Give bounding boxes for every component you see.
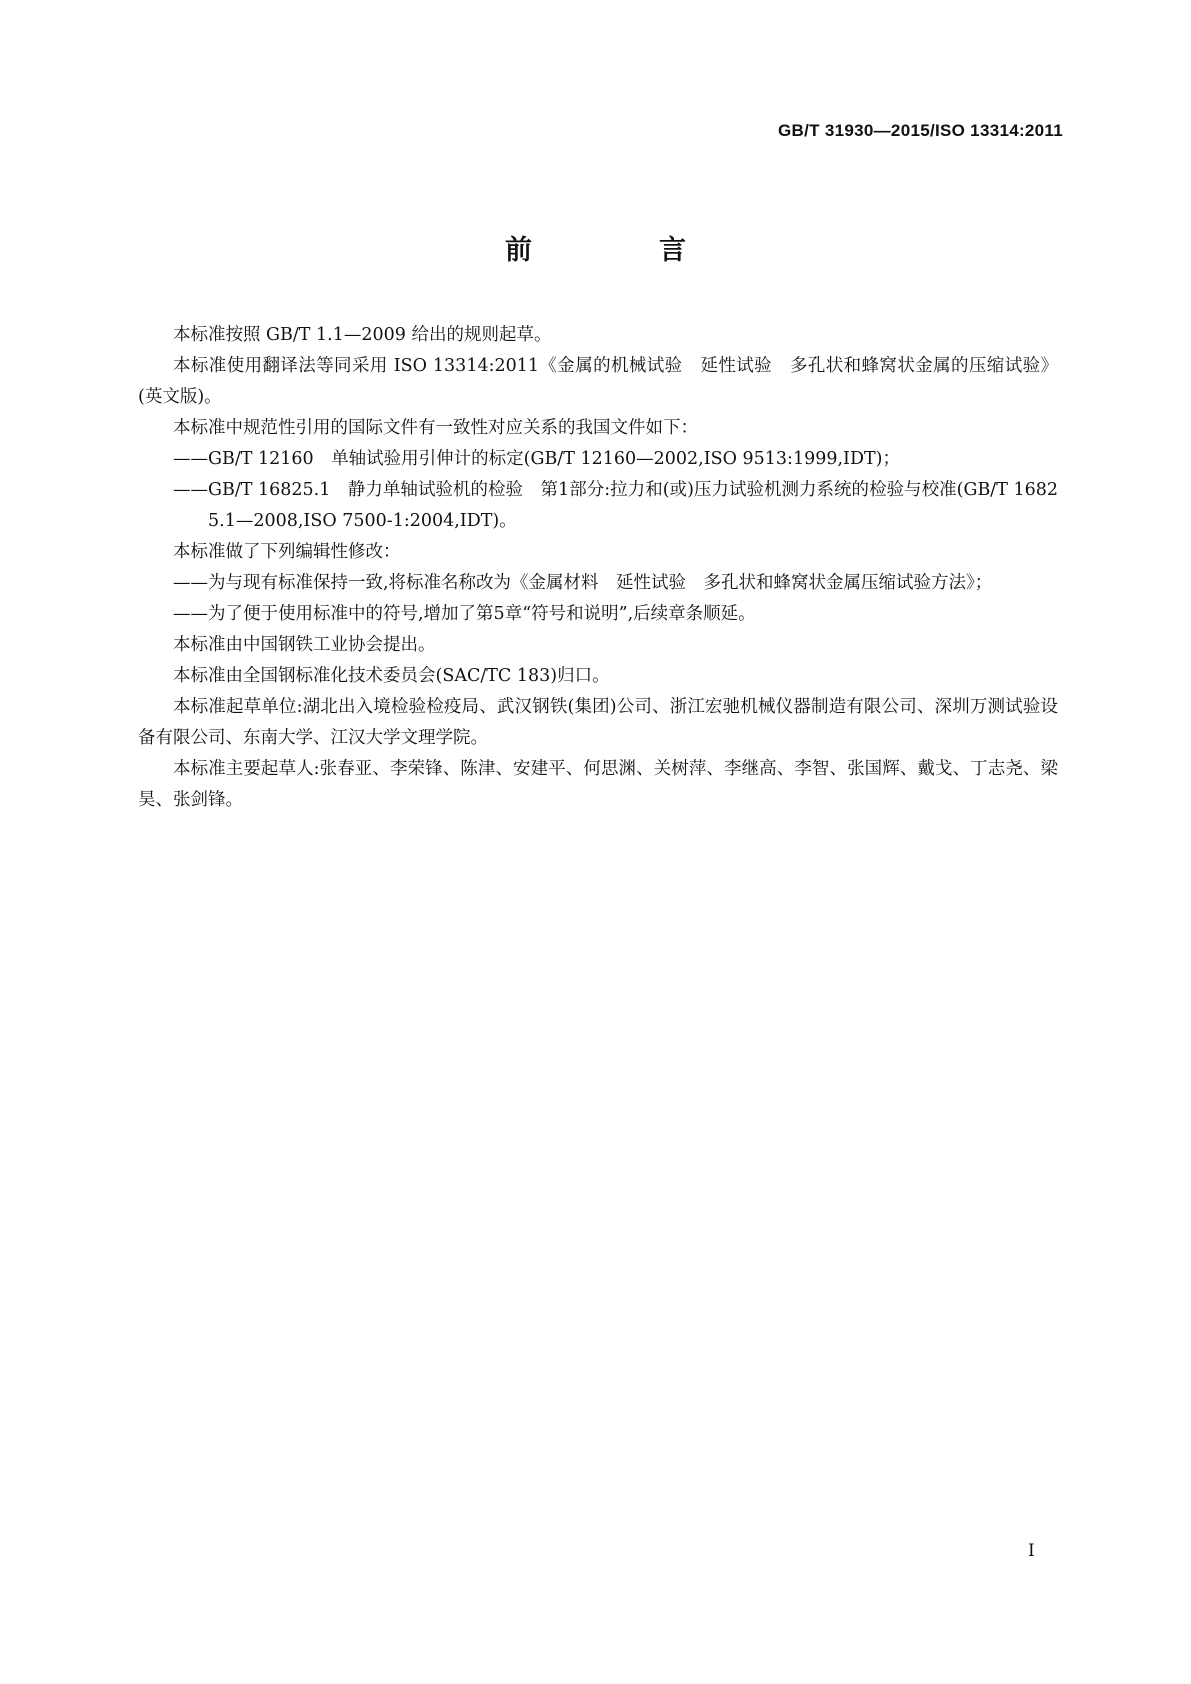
foreword-body xyxy=(138,320,1058,816)
list-item-edit-2: ——为了便于使用标准中的符号,增加了第5章“符号和说明”,后续章条顺延。 xyxy=(173,604,756,624)
paragraph-technical-committee: 本标准由全国钢标准化技术委员会(SAC/TC 183)归口。 xyxy=(173,666,610,686)
list-item-edit-1: ——为与现有标准保持一致,将标准名称改为《金属材料 延性试验 多孔状和蜂窝状金属压缩试验方法》； xyxy=(173,573,993,593)
page-title: 前 言 xyxy=(505,235,736,266)
paragraph-drafters: 本标准主要起草人:张春亚、李荣锋、陈津、安建平、何思渊、关树萍、李继高、李智、张国辉、戴戈、丁志尧、梁昊、张剑锋。 xyxy=(138,759,1058,810)
standard-code: GB/T 31930—2015/ISO 13314:2011 xyxy=(778,121,1063,140)
page-number: I xyxy=(1028,1541,1035,1561)
paragraph-edits-intro: 本标准做了下列编辑性修改： xyxy=(173,542,401,562)
paragraph-proposer: 本标准由中国钢铁工业协会提出。 xyxy=(173,635,436,655)
paragraph-references-intro: 本标准中规范性引用的国际文件有一致性对应关系的我国文件如下： xyxy=(173,418,698,438)
paragraph-drafting-units: 本标准起草单位:湖北出入境检验检疫局、武汉钢铁(集团)公司、浙江宏驰机械仪器制造有限公司、深圳万测试验设备有限公司、东南大学、江汉大学文理学院。 xyxy=(138,697,1058,748)
paragraph-adoption: 本标准使用翻译法等同采用 ISO 13314:2011《金属的机械试验 延性试验 多孔状和蜂窝状金属的压缩试验》(英文版)。 xyxy=(138,356,1058,407)
list-item-reference-1: ——GB/T 12160 单轴试验用引伸计的标定(GB/T 12160—2002,ISO 9513:1999,IDT)； xyxy=(173,449,900,469)
list-item-reference-2: ——GB/T 16825.1 静力单轴试验机的检验 第1部分:拉力和(或)压力试验机测力系统的检验与校准(GB/T 16825.1—2008,ISO 7500-1:2004,IDT)。 xyxy=(173,480,1058,531)
paragraph-drafting-rules: 本标准按照 GB/T 1.1—2009 给出的规则起草。 xyxy=(173,325,552,345)
